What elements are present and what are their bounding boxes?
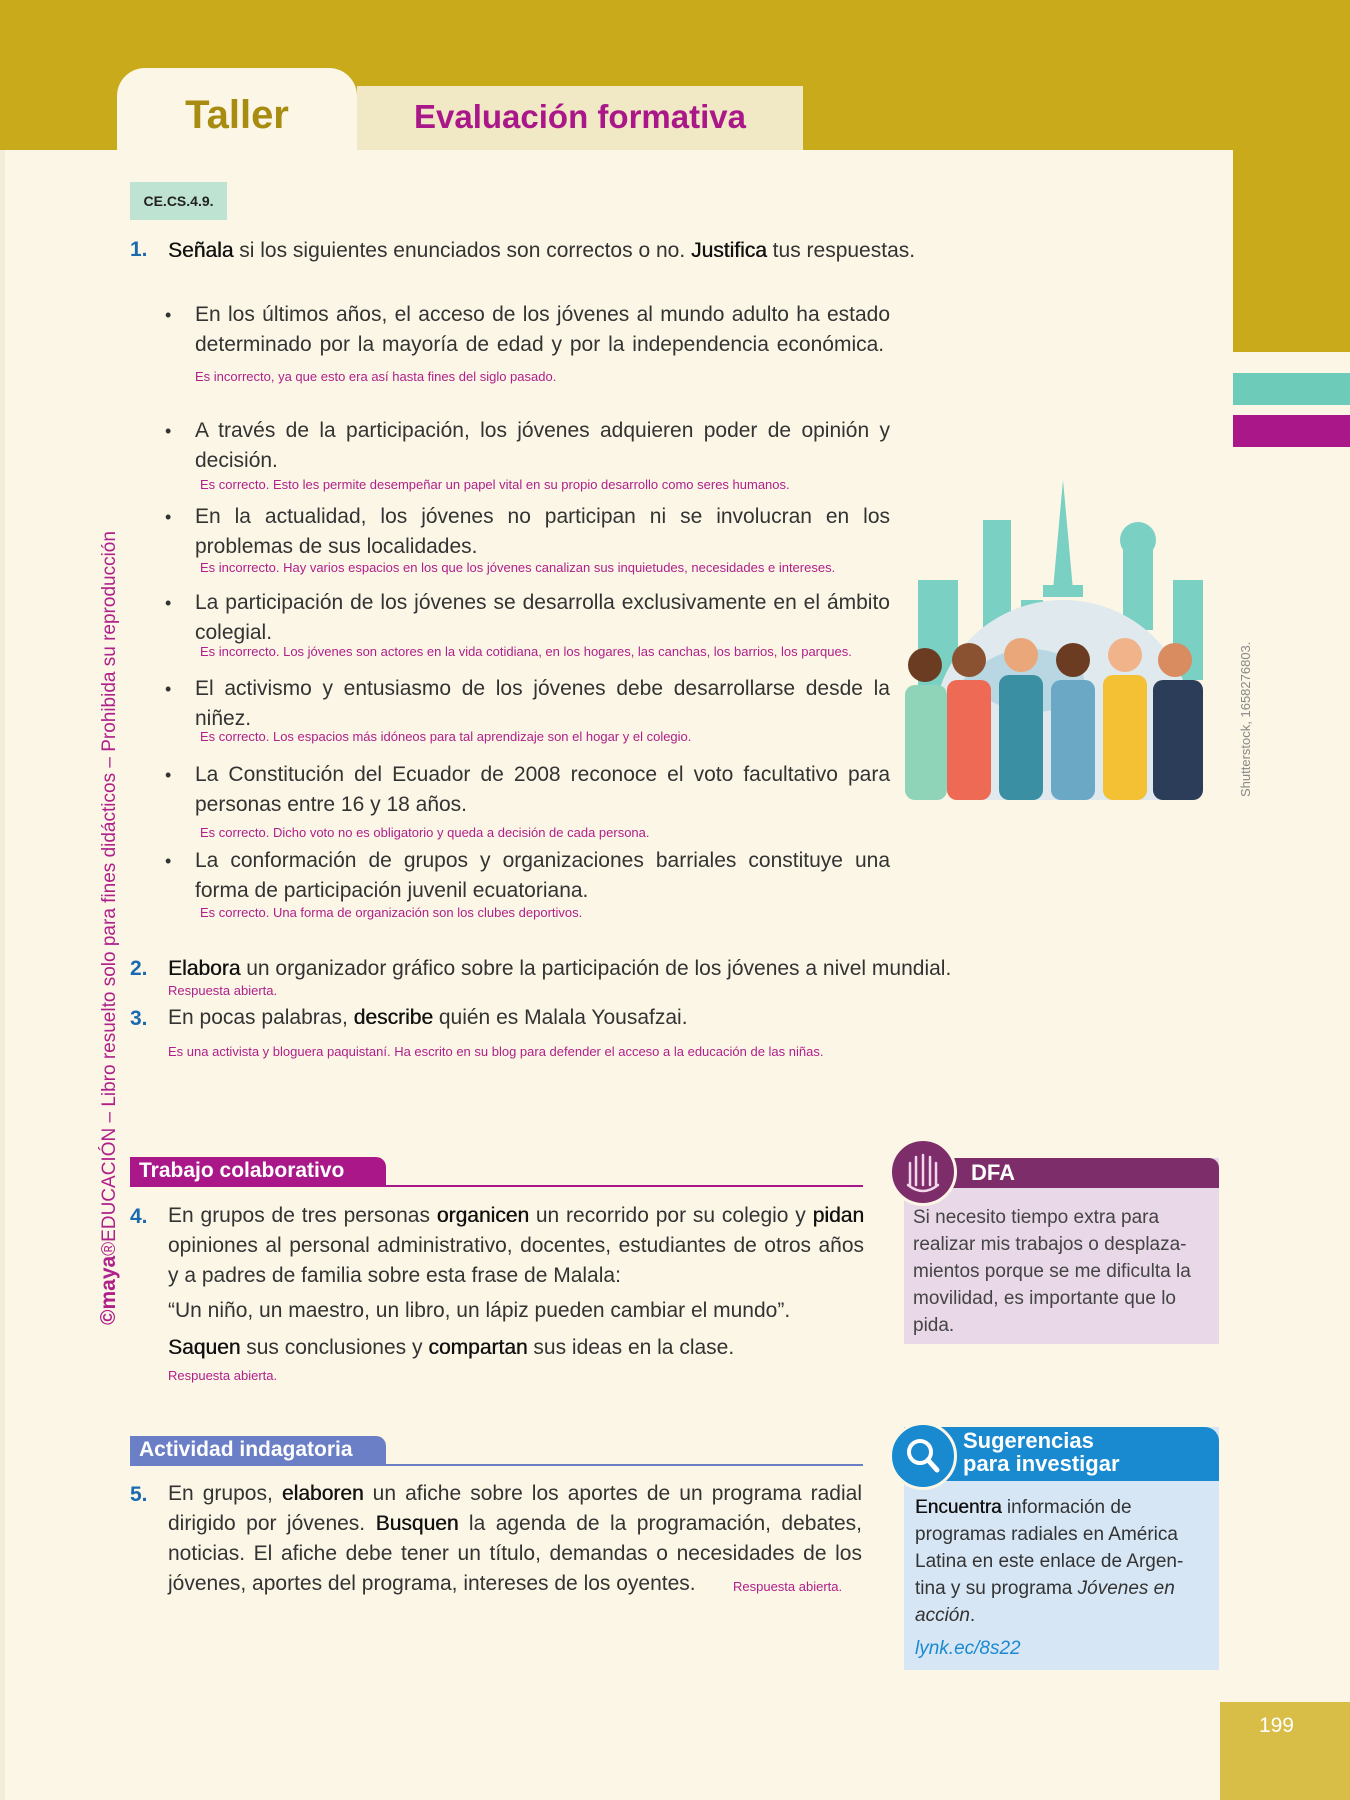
magnifier-icon-graphic xyxy=(892,1425,954,1487)
q5-text-a: En grupos, xyxy=(168,1482,282,1505)
teal-page-tab xyxy=(1233,373,1350,405)
person-head xyxy=(1108,638,1142,672)
statement-6: La Constitución del Ecuador de 2008 reconoce el voto facultativo para personas entre 16 y 18 años. xyxy=(195,763,890,816)
indagatoria-rule xyxy=(130,1464,863,1466)
question-5-number: 5. xyxy=(130,1483,148,1506)
actividad-indagatoria-heading: Actividad indagatoria xyxy=(130,1436,386,1464)
question-4-number: 4. xyxy=(130,1205,148,1228)
q1-verb-senala: Señala xyxy=(168,239,234,262)
hands-icon-graphic xyxy=(892,1141,954,1203)
sugerencias-verb: Encuentra xyxy=(915,1497,1002,1518)
left-edge-strip xyxy=(0,0,5,1800)
bullet-dot: • xyxy=(165,851,172,871)
q2-prompt-rest: un organizador gráfico sobre la participación de los jóvenes a nivel mundial. xyxy=(240,957,952,980)
question-4-answer: Respuesta abierta. xyxy=(168,1368,278,1383)
person-head xyxy=(1056,643,1090,677)
question-1-prompt xyxy=(168,236,1068,266)
bullet-dot: • xyxy=(165,507,172,527)
taller-label: Taller xyxy=(185,93,289,137)
statement-4-answer: Es incorrecto. Los jóvenes son actores en la vida cotidiana, en los hogares, las canchas, los barrios, los parques. xyxy=(200,644,852,659)
person-body xyxy=(905,685,947,800)
trabajo-rule xyxy=(130,1185,863,1187)
bullet-dot: • xyxy=(165,679,172,699)
tower-base-shape xyxy=(1043,585,1083,597)
statement-2-answer: Es correcto. Esto les permite desempeñar un papel vital en su propio desarrollo como seres humanos. xyxy=(200,477,790,492)
question-2-prompt xyxy=(168,954,1168,984)
magenta-page-tab xyxy=(1233,415,1350,447)
curriculum-code-badge: CE.CS.4.9. xyxy=(130,182,227,220)
trabajo-colaborativo-heading: Trabajo colaborativo xyxy=(130,1157,386,1185)
bullet-dot: • xyxy=(165,593,172,613)
section-title: Evaluación formativa xyxy=(414,98,746,135)
statement-7-answer: Es correcto. Una forma de organización son los clubes deportivos. xyxy=(200,905,583,920)
q3-verb: describe xyxy=(353,1006,434,1029)
q4-text-a: En grupos de tres personas xyxy=(168,1204,437,1227)
q4-text-l3d: sus ideas en la clase. xyxy=(527,1336,735,1359)
statement-1 xyxy=(195,300,890,390)
statement-3-answer: Es incorrecto. Hay varios espacios en los que los jóvenes canalizan sus inquietudes, necesidades e intereses. xyxy=(200,560,836,575)
photo-credit: Shutterstock, 1658276803. xyxy=(1238,641,1253,797)
statement-1-answer: Es incorrecto, ya que esto era así hasta fines del siglo pasado. xyxy=(195,369,557,384)
statement-4: La participación de los jóvenes se desarrolla exclusivamente en el ámbito colegial. xyxy=(195,591,890,644)
question-3-answer: Es una activista y bloguera paquistaní. Ha escrito en su blog para defender el acceso a la educación de las niñas. xyxy=(168,1044,824,1059)
q2-verb: Elabora xyxy=(168,957,241,980)
sugerencias-text xyxy=(915,1494,1210,1629)
sugerencias-title-line1: Sugerencias xyxy=(963,1428,1094,1453)
q5-text-e: la agenda de la programación, debates, noticias. El afiche debe tener un título, demandas o necesidades de los jóvenes, aportes del programa, intereses de los oyentes. xyxy=(168,1512,862,1595)
q4-text-e: opiniones al personal administrativo, docentes, estudiantes de otros años y a padres de familia sobre esta frase de Malala: xyxy=(168,1234,864,1287)
person-body xyxy=(1103,675,1147,800)
statement-2: A través de la participación, los jóvenes adquieren poder de opinión y decisión. xyxy=(195,419,890,472)
question-2-answer: Respuesta abierta. xyxy=(168,983,278,998)
sugerencias-body: información de programas radiales en América Latina en este enlace de Argen-tina y su programa xyxy=(915,1497,1184,1599)
statement-6-answer: Es correcto. Dicho voto no es obligatorio y queda a decisión de cada persona. xyxy=(200,825,650,840)
youth-world-illustration xyxy=(903,480,1221,800)
hands-icon xyxy=(889,1138,957,1206)
q5-verb-busquen: Busquen xyxy=(375,1512,459,1535)
q1-prompt-mid: si los siguientes enunciados son correctos o no. xyxy=(233,239,691,262)
person-body xyxy=(1153,680,1203,800)
page-number: 199 xyxy=(1258,1714,1294,1737)
question-2-number: 2. xyxy=(130,957,148,980)
dfa-text: Si necesito tiempo extra para realizar mis trabajos o desplaza-mientos porque se me dificulta la movilidad, es importante que lo pida. xyxy=(913,1207,1191,1336)
sugerencias-title xyxy=(963,1429,1203,1475)
statement-1-text: En los últimos años, el acceso de los jóvenes al mundo adulto ha estado determinado por la mayoría de edad y por la independencia económica. xyxy=(195,303,890,356)
bullet-dot: • xyxy=(165,421,172,441)
person-head xyxy=(1158,643,1192,677)
person-body xyxy=(999,675,1043,800)
copyright-text: ®EDUCACIÓN – Libro resuelto solo para fines didácticos – Prohibida su reproducción xyxy=(99,531,120,1256)
question-4-prompt xyxy=(168,1201,864,1291)
statement-7: La conformación de grupos y organizaciones barriales constituye una forma de participación juvenil ecuatoriana. xyxy=(195,849,890,902)
sugerencias-title-line2: para investigar xyxy=(963,1451,1120,1476)
question-3-prompt xyxy=(168,1003,1068,1033)
statement-5: El activismo y entusiasmo de los jóvenes debe desarrollarse desde la niñez. xyxy=(195,677,890,730)
question-3-number: 3. xyxy=(130,1007,148,1030)
publisher-logo-text: ©maya xyxy=(97,1255,120,1325)
question-5-answer: Respuesta abierta. xyxy=(733,1579,843,1594)
program-name: Jóvenes en acción xyxy=(915,1578,1175,1626)
dome-building-shape xyxy=(1123,540,1153,630)
magnifier-icon xyxy=(889,1422,957,1490)
question-4-closing xyxy=(168,1333,868,1363)
q1-prompt-end: tus respuestas. xyxy=(766,239,916,262)
question-1-number: 1. xyxy=(130,238,148,261)
bullet-dot: • xyxy=(165,765,172,785)
q5-text-c: un afiche sobre los aportes de un programa radial dirigido por jóvenes. xyxy=(168,1482,862,1535)
q5-verb-elaboren: elaboren xyxy=(281,1482,364,1505)
person-head xyxy=(952,643,986,677)
q4-text-c: un recorrido por su colegio y xyxy=(529,1204,813,1227)
q4-verb-organicen: organicen xyxy=(436,1204,530,1227)
q4-verb-saquen: Saquen xyxy=(168,1336,241,1359)
person-head xyxy=(1004,638,1038,672)
q1-verb-justifica: Justifica xyxy=(690,239,767,262)
eiffel-tower-shape xyxy=(1053,480,1073,590)
dfa-title: DFA xyxy=(971,1160,1015,1185)
person-body xyxy=(947,680,991,800)
person-body xyxy=(1051,680,1095,800)
q4-verb-compartan: compartan xyxy=(428,1336,528,1359)
sugerencias-end: . xyxy=(969,1605,976,1626)
bullet-dot: • xyxy=(165,305,172,325)
vertical-copyright xyxy=(97,475,121,1325)
malala-quote: “Un niño, un maestro, un libro, un lápiz pueden cambiar el mundo”. xyxy=(168,1299,791,1322)
q3-prompt-rest: quién es Malala Yousafzai. xyxy=(433,1006,688,1029)
right-color-band xyxy=(1233,0,1350,352)
q3-prompt-start: En pocas palabras, xyxy=(168,1006,354,1029)
statement-3: En la actualidad, los jóvenes no participan ni se involucran en los problemas de sus localidades. xyxy=(195,505,890,558)
person-head xyxy=(908,648,942,682)
research-link[interactable]: lynk.ec/8s22 xyxy=(915,1638,1021,1659)
q4-verb-pidan: pidan xyxy=(812,1204,865,1227)
q4-text-l3b: sus conclusiones y xyxy=(240,1336,429,1359)
statement-5-answer: Es correcto. Los espacios más idóneos para tal aprendizaje son el hogar y el colegio. xyxy=(200,729,692,744)
